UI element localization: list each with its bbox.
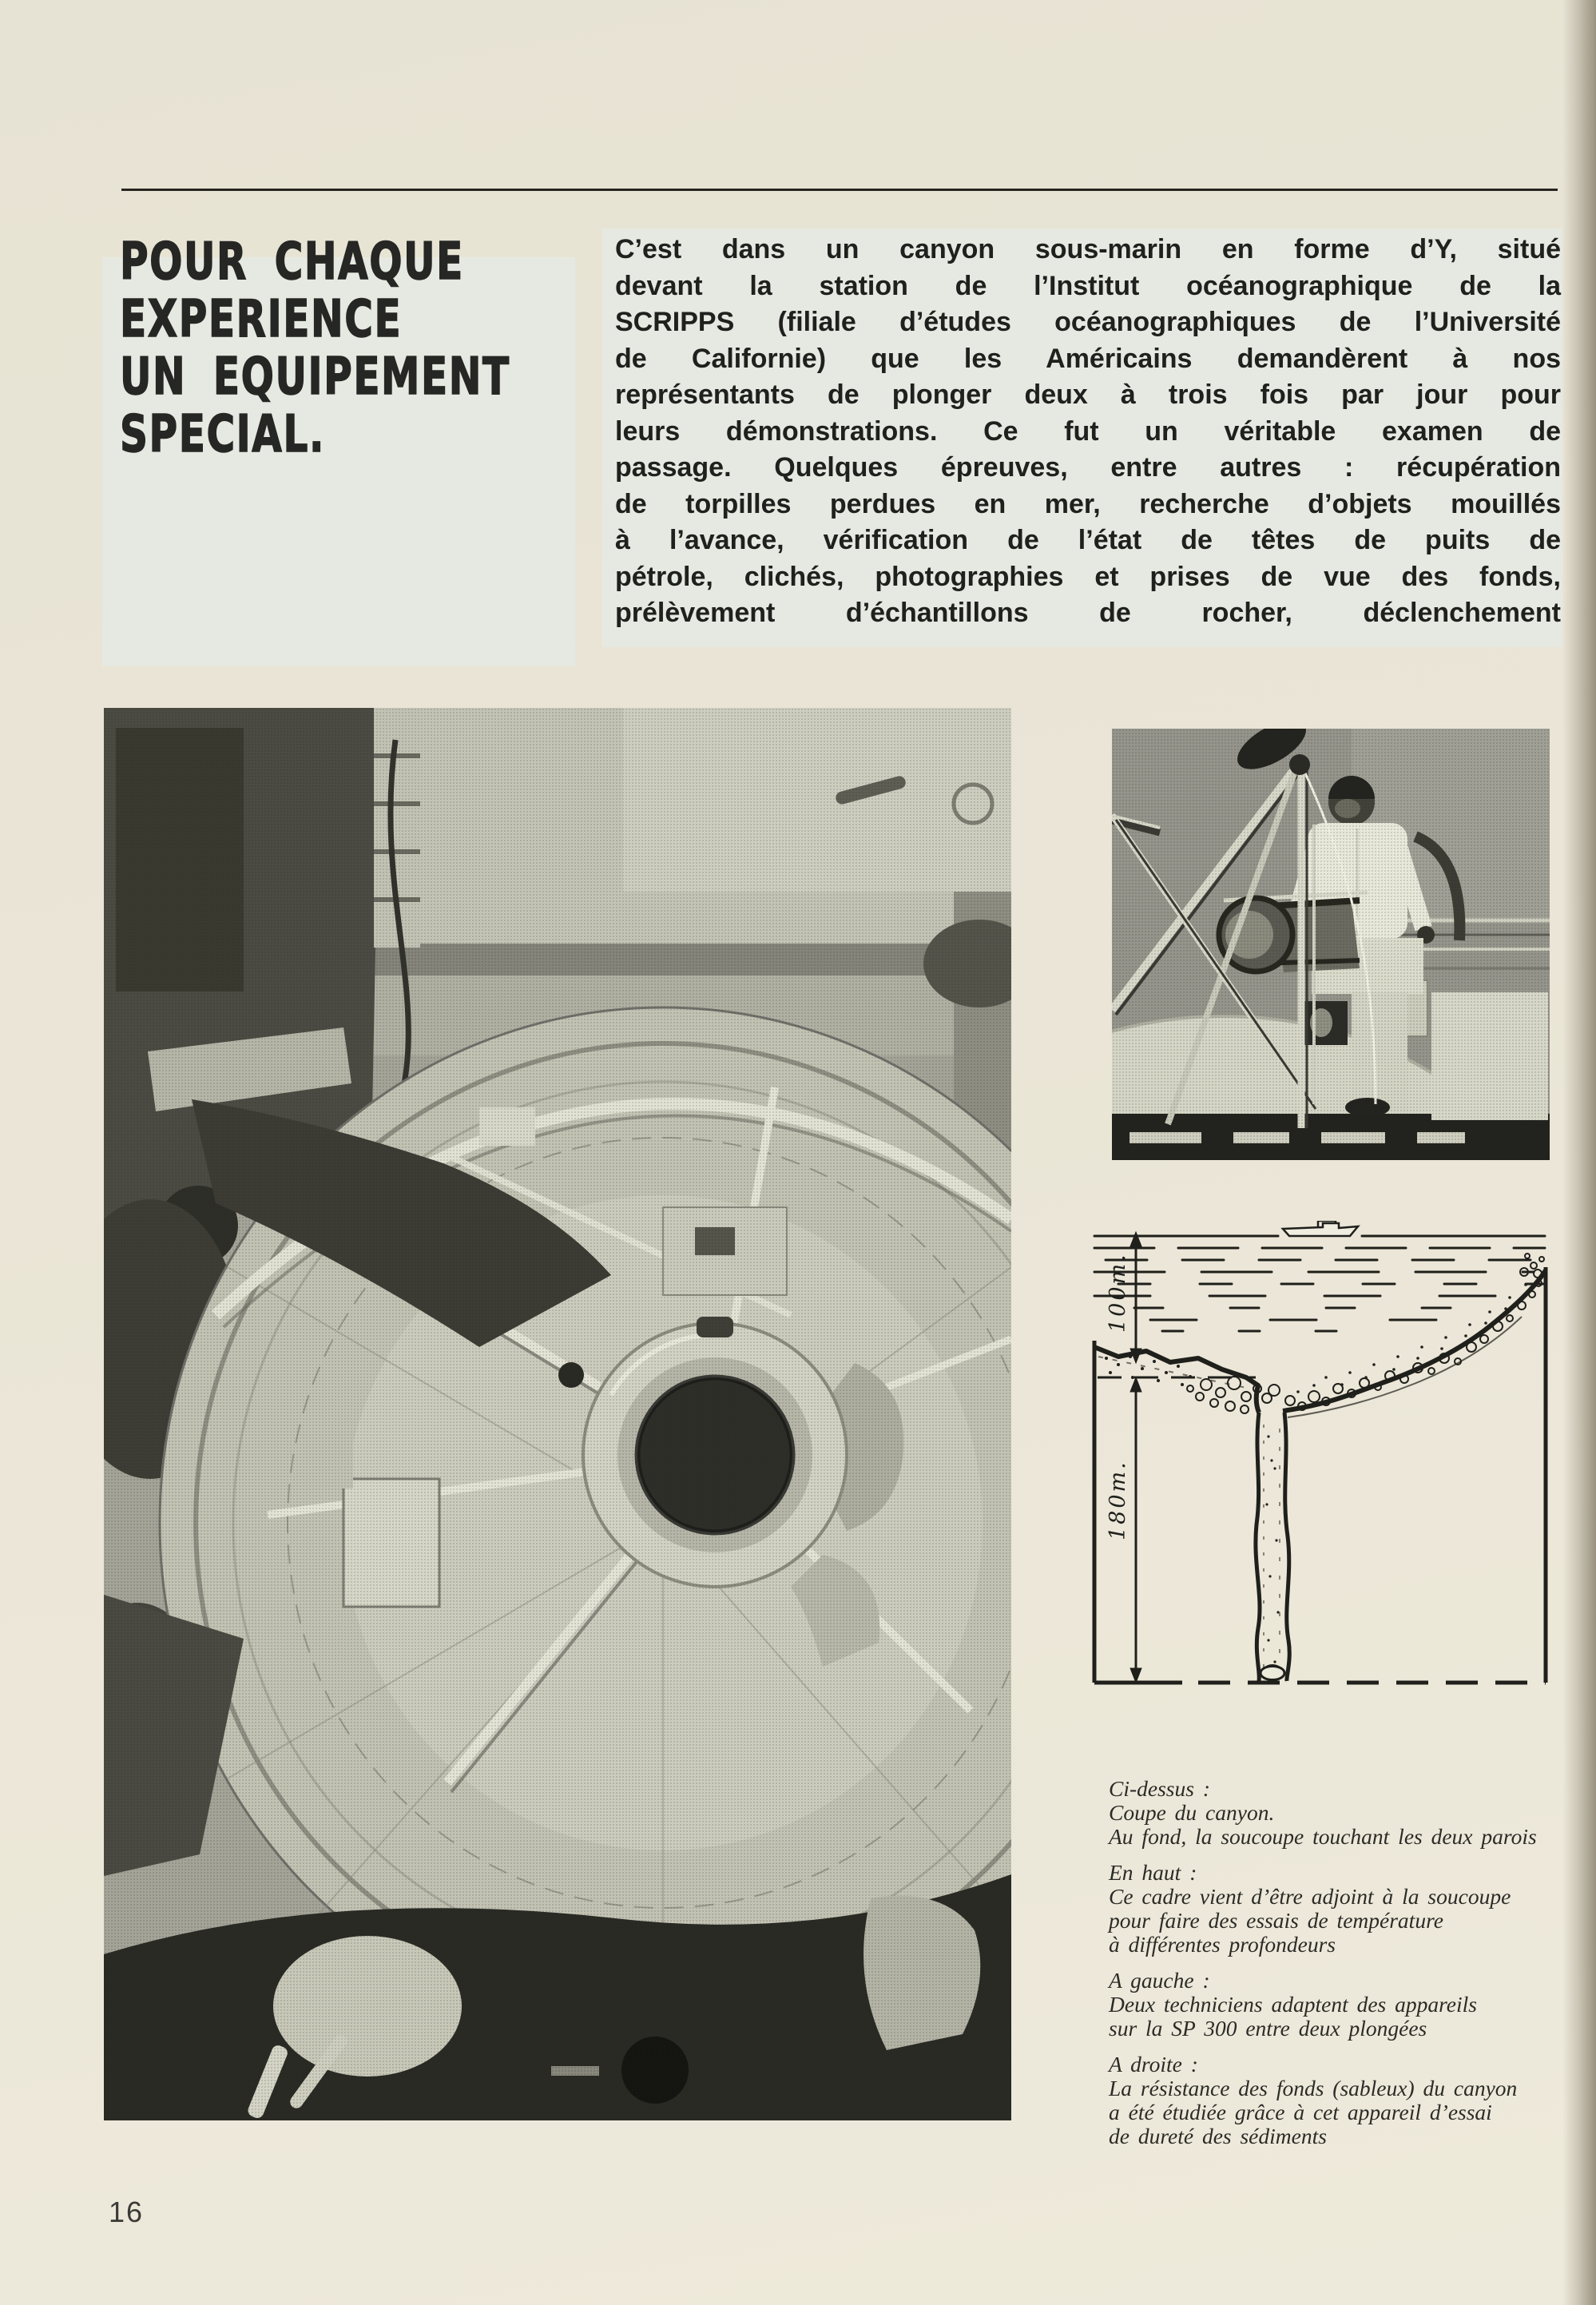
article-text-line: à l’avance, vérification de l’état de têtes de puits de (615, 525, 1561, 555)
caption-line: a été étudiée grâce à cet appareil d’essai (1109, 2100, 1492, 2124)
article-text-line: devant la station de l’Institut océanographique de la (615, 270, 1561, 301)
caption-en-haut (1109, 1861, 1553, 1957)
headline-line: UN EQUIPEMENT (120, 348, 510, 407)
caption-a-gauche (1109, 1969, 1553, 2041)
photo-test-frame-illustration (1112, 729, 1550, 1160)
depth-label-100m: 100m. (1106, 1252, 1130, 1333)
article-text-line: C’est dans un canyon sous-marin en forme d’Y, situé (615, 234, 1561, 264)
article-text-line: prélèvement d’échantillons de rocher, déclenchement (615, 598, 1561, 628)
caption-line: Au fond, la soucoupe touchant les deux parois (1109, 1824, 1537, 1849)
headline-line: SPECIAL. (120, 405, 325, 464)
caption-a-droite (1109, 2053, 1553, 2148)
article-text-line: pétrole, clichés, photographies et prises de vue des fonds, (615, 561, 1561, 592)
dimension-arrow-100m (1130, 1232, 1141, 1363)
depth-label-180m: 180m. (1106, 1460, 1130, 1540)
caption-line: Coupe du canyon. (1109, 1800, 1275, 1825)
canyon-section-diagram (1086, 1221, 1551, 1710)
header-rule (121, 189, 1558, 191)
caption-heading: A droite : (1109, 2052, 1198, 2076)
caption-ci-dessus (1109, 1777, 1553, 1849)
caption-line: Ce cadre vient d’être adjoint à la soucoupe (1109, 1884, 1511, 1909)
caption-line: sur la SP 300 entre deux plongées (1109, 2016, 1427, 2041)
headline-block (120, 233, 599, 463)
ship-icon (1283, 1221, 1358, 1236)
caption-heading: Ci-dessus : (1109, 1776, 1210, 1801)
article-text-line: SCRIPPS (filiale d’études océanographiques de l’Université (615, 307, 1561, 337)
article-text-line: de torpilles perdues en mer, recherche d’objets mouillés (615, 488, 1561, 519)
article-paragraph (615, 232, 1561, 632)
caption-heading: En haut : (1109, 1860, 1197, 1885)
caption-line: Deux techniciens adaptent des appareils (1109, 1992, 1477, 2017)
page-edge-shadow (1562, 0, 1596, 2305)
canyon-section-drawing (1086, 1221, 1551, 1710)
caption-line: La résistance des fonds (sableux) du canyon (1109, 2076, 1518, 2100)
headline-line: EXPERIENCE (120, 290, 403, 349)
photo-saucer-illustration (104, 708, 1011, 2120)
caption-heading: A gauche : (1109, 1968, 1210, 1993)
caption-line: à différentes profondeurs (1109, 1932, 1336, 1957)
headline-line: POUR CHAQUE (120, 232, 464, 292)
photo-saucer-top-view (104, 708, 1011, 2120)
caption-line: pour faire des essais de température (1109, 1908, 1443, 1933)
caption-line: de dureté des sédiments (1109, 2124, 1327, 2148)
photo-test-frame (1112, 729, 1550, 1160)
article-text-line: passage. Quelques épreuves, entre autres : récupération (615, 452, 1561, 483)
page-number: 16 (109, 2196, 145, 2228)
article-text-line: de Californie) que les Américains demandèrent à nos (615, 343, 1561, 374)
dimension-arrow-180m (1130, 1377, 1141, 1683)
article-text-line: leurs démonstrations. Ce fut un véritable examen de (615, 415, 1561, 447)
captions-block (1109, 1767, 1553, 2160)
article-text-line: représentants de plonger deux à trois fois par jour pour (615, 380, 1561, 410)
